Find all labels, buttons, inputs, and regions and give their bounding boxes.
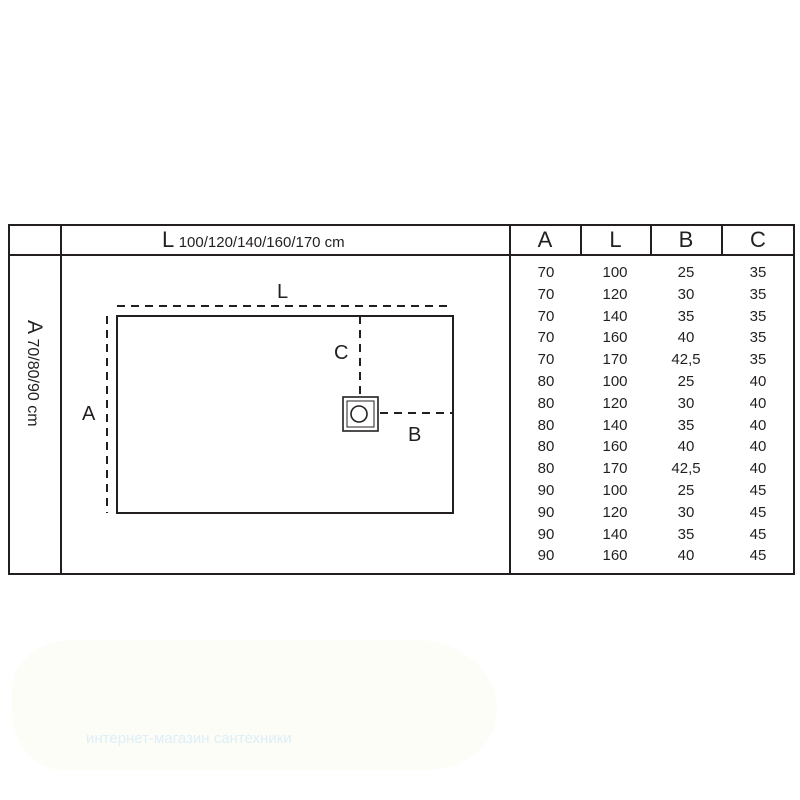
table-row — [512, 262, 794, 284]
cell-c: 40 — [749, 372, 767, 390]
cell-a: 80 — [537, 372, 555, 390]
cell-l: 140 — [602, 416, 628, 434]
cell-b: 42,5 — [671, 351, 701, 369]
diagram-label-c: C — [334, 342, 349, 364]
cell-l: 100 — [602, 481, 628, 499]
cell-c: 40 — [749, 460, 767, 478]
cell-a: 80 — [537, 416, 555, 434]
table-row — [512, 545, 794, 567]
table-row — [512, 393, 794, 415]
column-header-a: A — [537, 227, 553, 252]
width-side-label — [22, 320, 46, 427]
cell-c: 45 — [749, 503, 767, 521]
diagram-label-b: B — [408, 424, 422, 446]
table-row — [512, 524, 794, 546]
cell-b: 25 — [677, 372, 695, 390]
cell-l: 120 — [602, 285, 628, 303]
cell-a: 90 — [537, 503, 555, 521]
cell-b: 40 — [677, 438, 695, 456]
dimensions-table — [512, 262, 794, 567]
table-row — [512, 480, 794, 502]
cell-b: 35 — [677, 525, 695, 543]
cell-l: 140 — [602, 525, 628, 543]
cell-l: 100 — [602, 264, 628, 281]
watermark-text: интернет-магазин сантехники — [86, 730, 292, 747]
table-divider-diagram — [509, 224, 511, 575]
cell-c: 35 — [749, 351, 767, 369]
cell-c: 35 — [749, 264, 767, 281]
cell-c: 45 — [749, 547, 767, 565]
tray-outline — [117, 316, 453, 513]
table-row — [512, 306, 794, 328]
length-header-letter: L — [162, 227, 175, 252]
cell-l: 140 — [602, 307, 628, 325]
cell-b: 25 — [677, 264, 695, 281]
cell-b: 40 — [677, 329, 695, 347]
cell-l: 100 — [602, 372, 628, 390]
cell-a: 90 — [537, 481, 555, 499]
column-header-b: B — [678, 227, 694, 252]
cell-a: 80 — [537, 394, 555, 412]
cell-b: 30 — [677, 394, 695, 412]
length-header — [162, 227, 345, 253]
cell-a: 70 — [537, 264, 555, 281]
cell-l: 120 — [602, 503, 628, 521]
table-row — [512, 284, 794, 306]
table-row — [512, 371, 794, 393]
cell-a: 90 — [537, 547, 555, 565]
length-header-values: 100/120/140/160/170 cm — [178, 234, 345, 251]
dimensions-table-body — [512, 262, 794, 567]
watermark-blob — [12, 640, 497, 770]
cell-c: 35 — [749, 307, 767, 325]
cell-c: 40 — [749, 394, 767, 412]
cell-l: 170 — [602, 460, 628, 478]
cell-a: 70 — [537, 285, 555, 303]
cell-a: 70 — [537, 351, 555, 369]
diagram-label-a: A — [82, 403, 96, 425]
table-row — [512, 502, 794, 524]
cell-b: 35 — [677, 307, 695, 325]
cell-l: 160 — [602, 438, 628, 456]
cell-c: 35 — [749, 285, 767, 303]
cell-c: 35 — [749, 329, 767, 347]
cell-a: 70 — [537, 307, 555, 325]
cell-a: 70 — [537, 329, 555, 347]
cell-c: 40 — [749, 438, 767, 456]
width-side-values: 70/80/90 cm — [24, 334, 41, 427]
column-header-c: C — [750, 227, 766, 252]
cell-b: 42,5 — [671, 460, 701, 478]
column-header-l: L — [609, 227, 622, 252]
table-row — [512, 349, 794, 371]
table-row — [512, 415, 794, 437]
cell-l: 170 — [602, 351, 628, 369]
cell-c: 45 — [749, 481, 767, 499]
cell-l: 160 — [602, 547, 628, 565]
drain-outer-square — [343, 397, 378, 431]
diagram-label-l: L — [277, 281, 289, 303]
table-row — [512, 327, 794, 349]
cell-a: 80 — [537, 460, 555, 478]
cell-b: 40 — [677, 547, 695, 565]
cell-a: 90 — [537, 525, 555, 543]
cell-l: 120 — [602, 394, 628, 412]
cell-b: 25 — [677, 481, 695, 499]
cell-a: 80 — [537, 438, 555, 456]
width-side-letter: A — [23, 320, 46, 335]
cell-l: 160 — [602, 329, 628, 347]
cell-b: 30 — [677, 285, 695, 303]
table-row — [512, 436, 794, 458]
cell-b: 35 — [677, 416, 695, 434]
cell-b: 30 — [677, 503, 695, 521]
cell-c: 45 — [749, 525, 767, 543]
table-row — [512, 458, 794, 480]
cell-c: 40 — [749, 416, 767, 434]
table-border-left — [8, 224, 10, 575]
tray-diagram — [62, 256, 509, 574]
